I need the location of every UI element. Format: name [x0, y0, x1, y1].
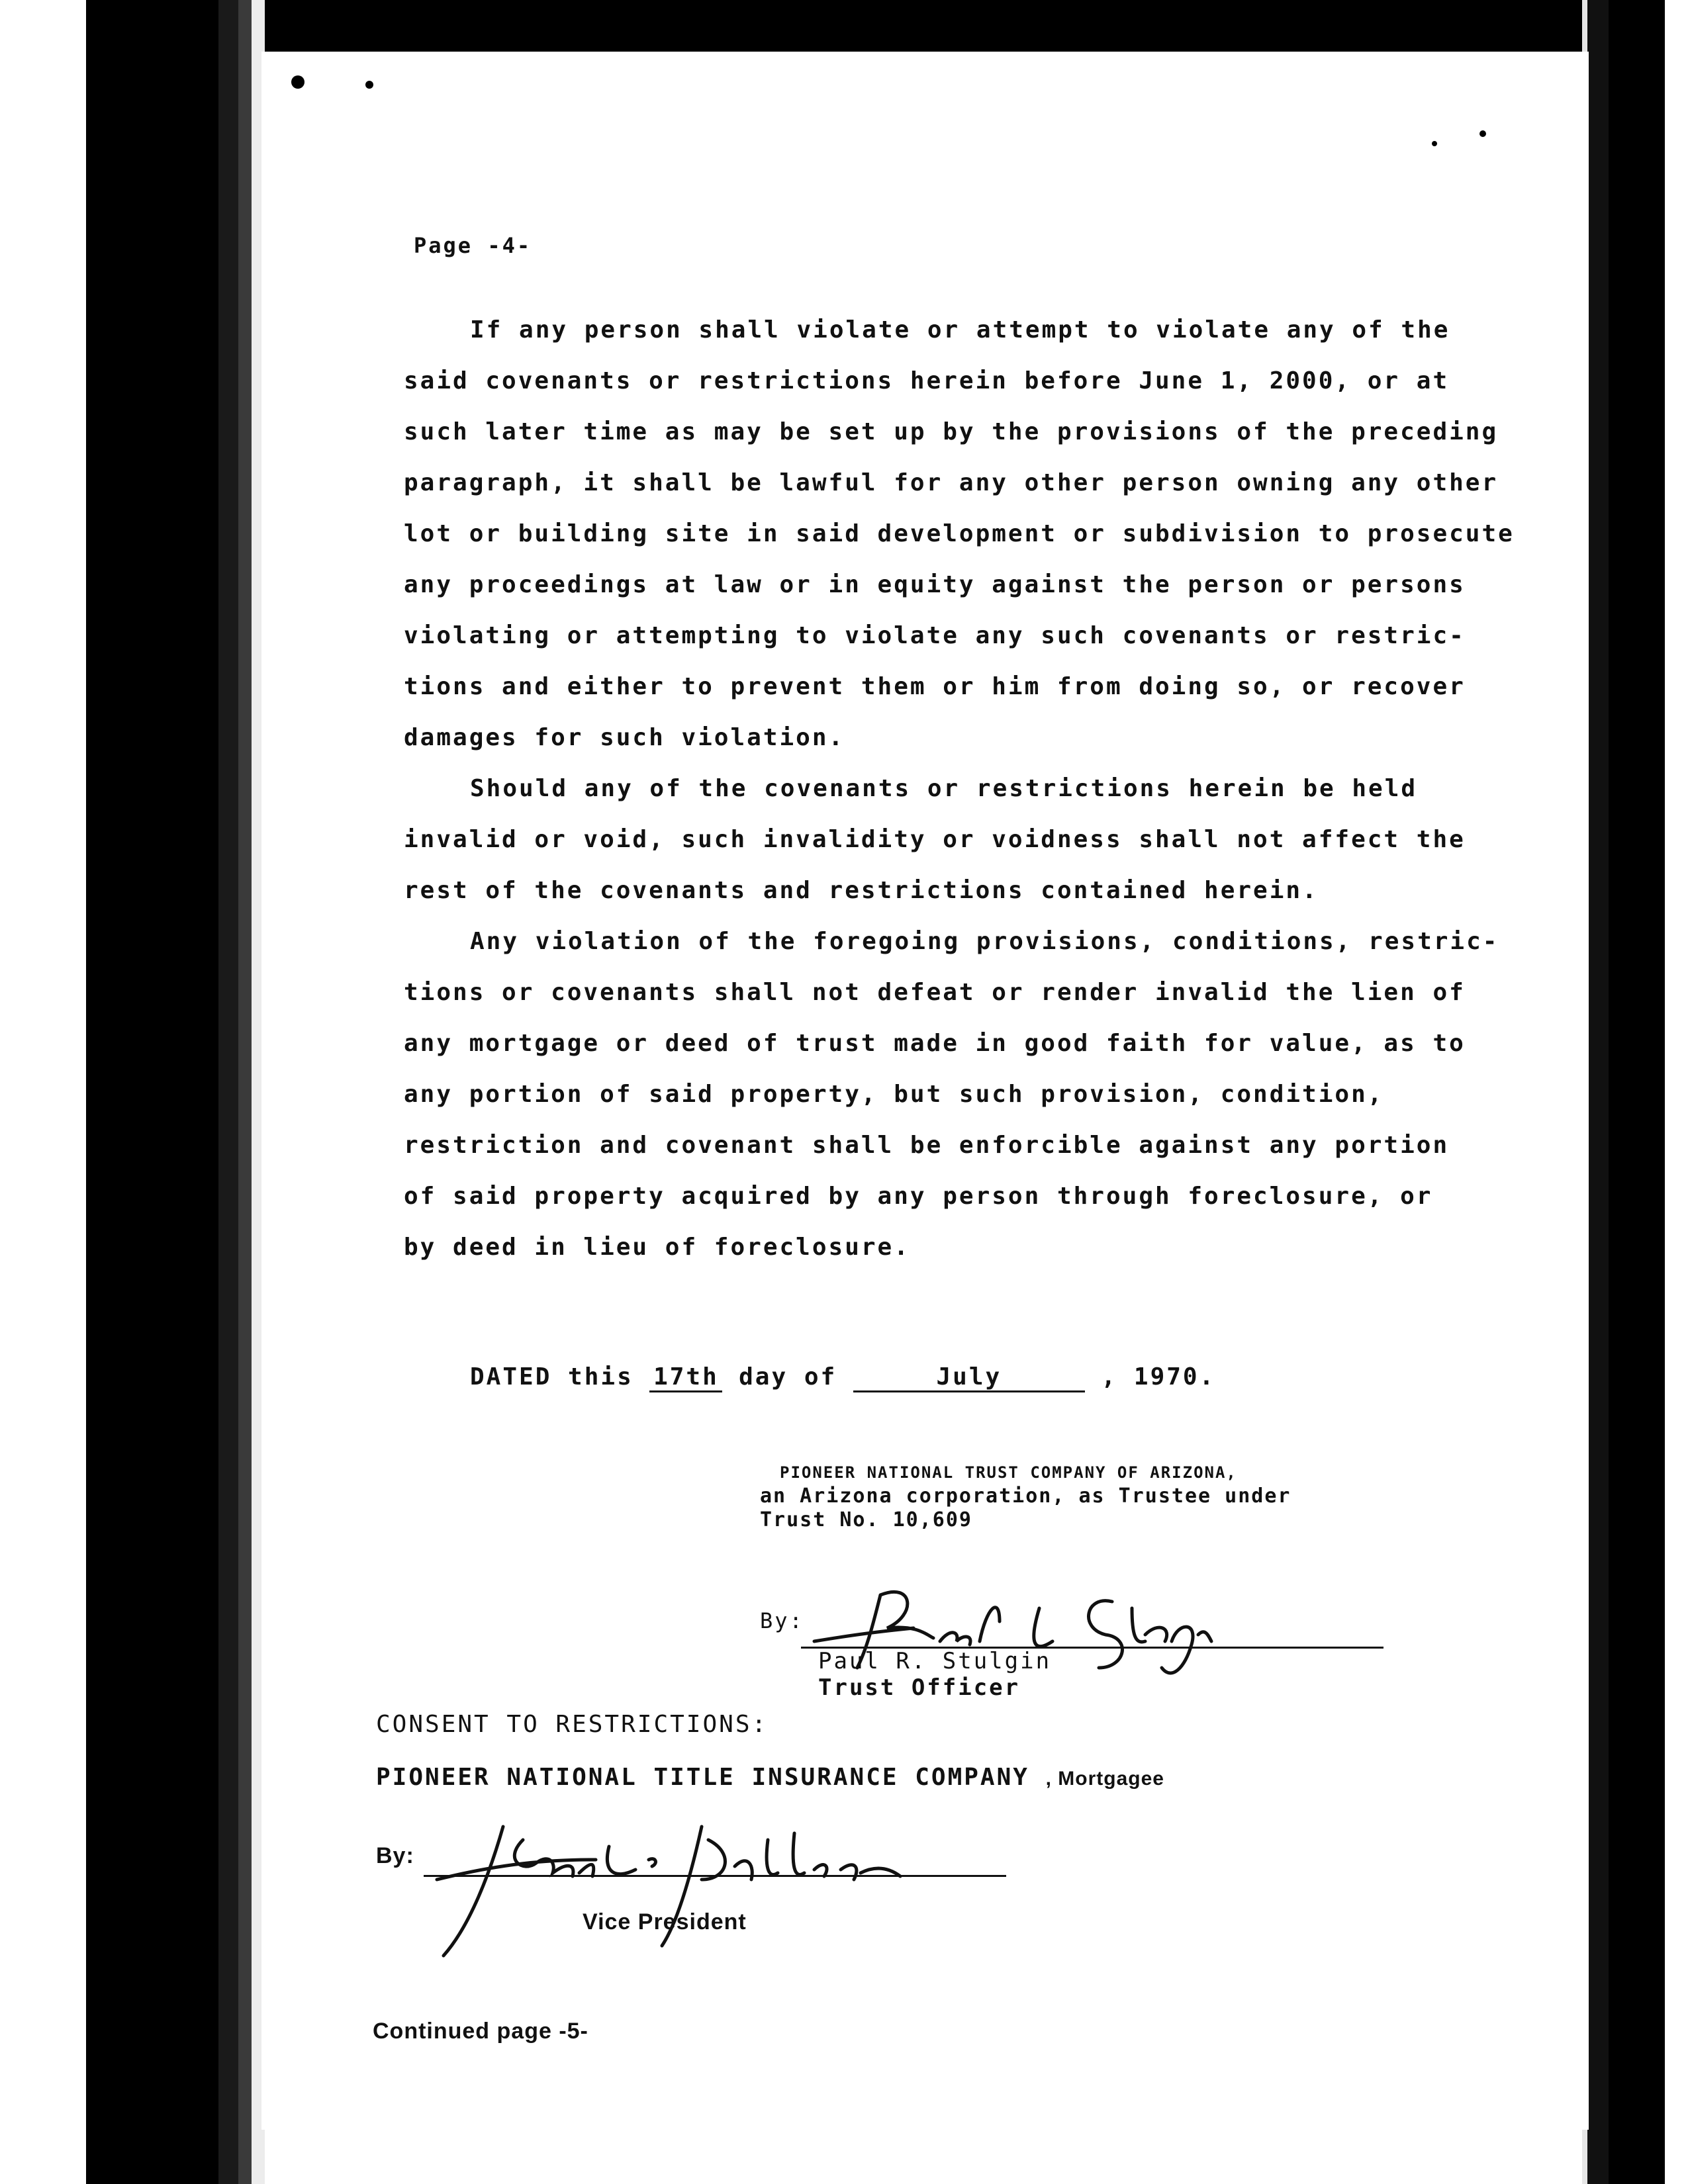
- consent-company: PIONEER NATIONAL TITLE INSURANCE COMPANY: [376, 1764, 1029, 1791]
- paragraph-line: lot or building site in said development or subdivision to prosecute: [404, 520, 1515, 547]
- paragraph-line: such later time as may be set up by the provisions of the preceding: [404, 418, 1499, 445]
- paragraph-line: of said property acquired by any person through foreclosure, or: [404, 1183, 1433, 1210]
- punch-hole-mark: [1432, 141, 1437, 146]
- punch-hole-mark: [365, 81, 373, 89]
- dated-day: 17th: [649, 1363, 722, 1392]
- paragraph-line: Any violation of the foregoing provisions, conditions, restric-: [470, 928, 1499, 955]
- paragraph-line: any portion of said property, but such provision, condition,: [404, 1081, 1384, 1108]
- scan-border-right: [1582, 0, 1688, 2184]
- paragraph-line: any proceedings at law or in equity against the person or persons: [404, 571, 1466, 598]
- trustee-line: an Arizona corporation, as Trustee under: [760, 1484, 1291, 1508]
- page-label: Page -4-: [414, 233, 532, 258]
- paragraph-line: tions or covenants shall not defeat or render invalid the lien of: [404, 979, 1466, 1006]
- consent-signature-line: [424, 1875, 1006, 1877]
- consent-company-line: [376, 1764, 1164, 1791]
- paragraph-line: rest of the covenants and restrictions contained herein.: [404, 877, 1319, 904]
- dated-month: July: [853, 1363, 1085, 1392]
- consent-role: , Mortgagee: [1045, 1768, 1164, 1790]
- dated-year: , 1970.: [1101, 1363, 1216, 1390]
- continued-note: Continued page -5-: [373, 2019, 588, 2044]
- trustee-signer-name: Paul R. Stulgin: [818, 1648, 1052, 1674]
- paragraph-line: paragraph, it shall be lawful for any other person owning any other: [404, 469, 1499, 496]
- trustee-by-label: By:: [760, 1608, 804, 1633]
- paragraph-line: said covenants or restrictions herein before June 1, 2000, or at: [404, 367, 1450, 394]
- dated-middle: day of: [739, 1363, 837, 1390]
- punch-hole-mark: [291, 75, 305, 89]
- consent-signer-title: Vice President: [583, 1909, 747, 1934]
- paragraph-line: damages for such violation.: [404, 724, 845, 751]
- consent-signature: [424, 1800, 1019, 1972]
- paragraph-line: Should any of the covenants or restrictions herein be held: [470, 775, 1418, 802]
- paragraph-line: by deed in lieu of foreclosure.: [404, 1234, 910, 1261]
- dated-line: [470, 1363, 1215, 1392]
- consent-by-label: By:: [376, 1843, 414, 1868]
- consent-heading: CONSENT TO RESTRICTIONS:: [376, 1711, 769, 1738]
- dated-prefix: DATED this: [470, 1363, 633, 1390]
- punch-hole-mark: [1479, 130, 1486, 137]
- paragraph-line: If any person shall violate or attempt to violate any of the: [470, 316, 1450, 343]
- paragraph-line: restriction and covenant shall be enforcible against any portion: [404, 1132, 1450, 1159]
- trustee-signer-title: Trust Officer: [818, 1674, 1021, 1701]
- paragraph-line: invalid or void, such invalidity or voidness shall not affect the: [404, 826, 1466, 853]
- trustee-block: [760, 1461, 1291, 1532]
- trustee-line: Trust No. 10,609: [760, 1508, 972, 1531]
- trustee-company: PIONEER NATIONAL TRUST COMPANY OF ARIZONA,: [780, 1463, 1237, 1482]
- paragraph-line: any mortgage or deed of trust made in good faith for value, as to: [404, 1030, 1466, 1057]
- paragraph-line: violating or attempting to violate any such covenants or restric-: [404, 622, 1466, 649]
- paragraph-line: tions and either to prevent them or him from doing so, or recover: [404, 673, 1466, 700]
- scan-border-left: [0, 0, 265, 2184]
